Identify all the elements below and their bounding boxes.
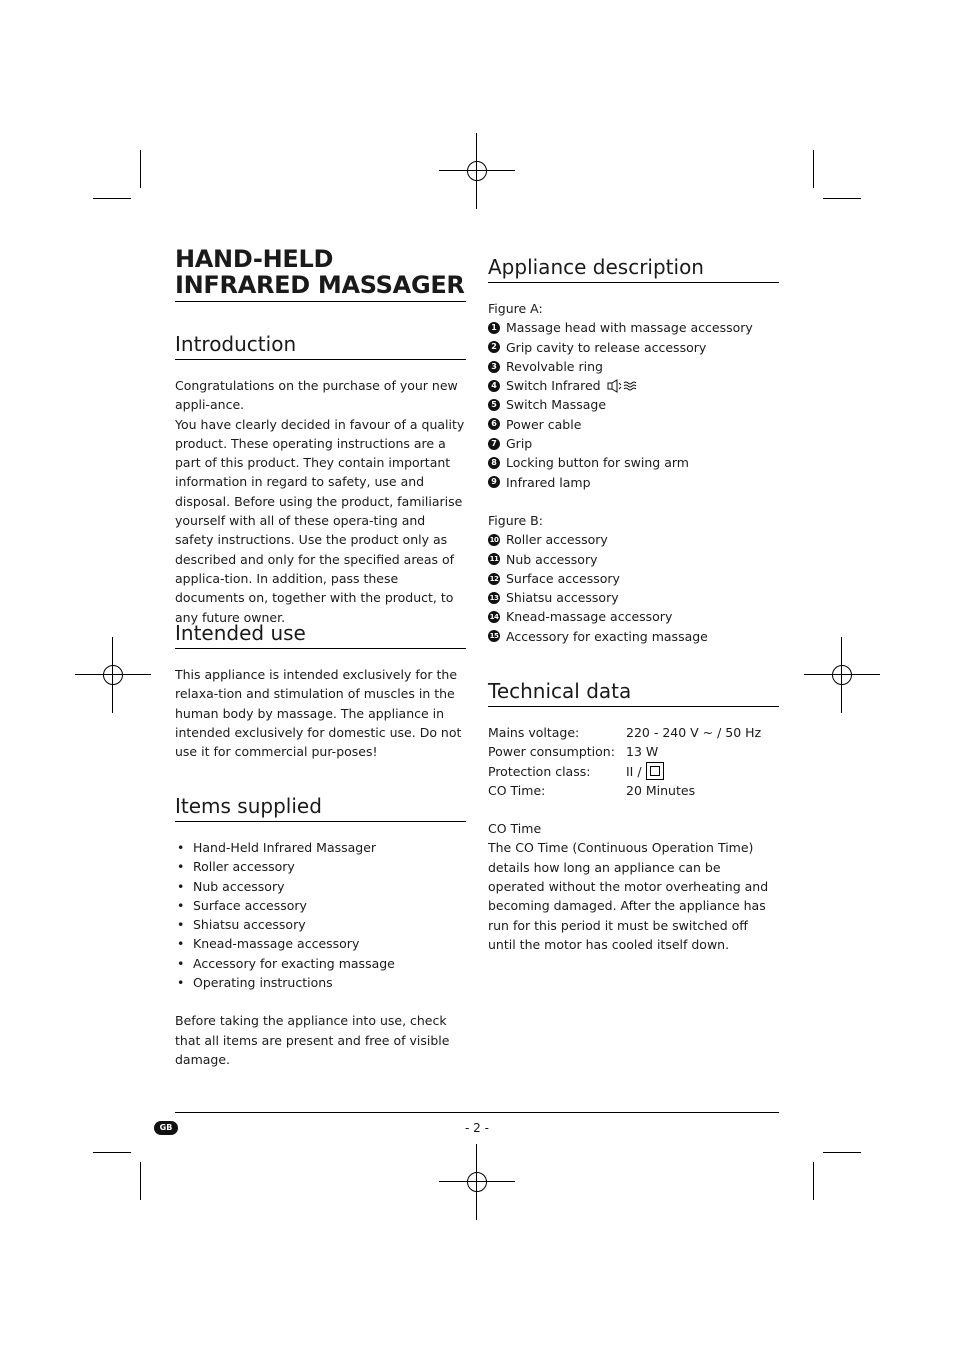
list-item: • Accessory for exacting massage <box>175 954 466 973</box>
list-item <box>488 607 779 626</box>
number-badge: 2 <box>488 341 500 353</box>
crop-mark <box>93 198 131 199</box>
list-item <box>488 588 779 607</box>
tech-label: Protection class: <box>488 763 591 779</box>
list-item-label: Accessory for exacting massage <box>506 628 708 644</box>
list-item-label: Shiatsu accessory <box>506 590 619 606</box>
number-badge: 14 <box>489 613 499 622</box>
page-number: - 2 - <box>465 1121 489 1135</box>
number-badge: 12 <box>489 574 499 583</box>
crop-mark <box>823 1152 861 1153</box>
list-item-label: Nub accessory <box>506 551 598 567</box>
list-item <box>488 434 779 453</box>
registration-mark <box>804 637 880 713</box>
tech-label: Power consumption: <box>488 744 615 760</box>
list-item: • Hand-Held Infrared Massager <box>175 838 466 857</box>
list-item-label: Massage head with massage accessory <box>506 320 753 336</box>
list-item-label: Switch Massage <box>506 397 607 413</box>
tech-label: CO Time: <box>488 782 546 798</box>
list-item <box>488 376 779 395</box>
number-badge: 15 <box>489 632 499 641</box>
number-badge: 5 <box>488 399 500 411</box>
list-item: • Roller accessory <box>175 857 466 876</box>
list-item <box>488 569 779 588</box>
list-item <box>488 318 779 337</box>
number-badge: 3 <box>488 361 500 373</box>
list-item-label: Infrared lamp <box>506 474 591 490</box>
infrared-massage-symbol-icon <box>607 379 637 393</box>
figure-a-label: Figure A: <box>488 301 543 316</box>
page-title: HAND-HELD INFRARED MASSAGER <box>175 246 466 302</box>
introduction-body <box>175 376 466 627</box>
number-badge: 13 <box>489 593 499 602</box>
list-item <box>488 338 779 357</box>
crop-mark <box>823 198 861 199</box>
list-item-label: Knead-massage accessory <box>506 609 673 625</box>
figure-b-list <box>488 530 779 646</box>
tech-value: 20 Minutes <box>626 782 696 798</box>
list-item <box>488 550 779 569</box>
list-item-label: Grip <box>506 436 533 452</box>
table-row <box>488 762 779 781</box>
list-item <box>488 530 779 549</box>
number-badge: 7 <box>488 438 500 450</box>
number-badge: 11 <box>489 555 499 564</box>
protection-class-ii-icon <box>646 762 664 780</box>
co-time-heading: CO Time <box>488 821 542 837</box>
introduction-paragraph: You have clearly decided in favour of a quality product. These operating instructions are a part of this product. They contain important information in regard to safety, use and disposal. Before using the product, familiarise yourself with all of these opera-ting and safety instructions. Use the product only as described and only for the specified areas of applica-tion. In addition, pass these documents on, together with the product, to any future owner. <box>175 416 465 625</box>
list-item <box>488 453 779 472</box>
footer-divider <box>175 1112 779 1113</box>
list-item: • Shiatsu accessory <box>175 915 466 934</box>
list-item-label: Power cable <box>506 416 582 432</box>
intended-use-heading: Intended use <box>175 621 466 649</box>
crop-mark <box>813 150 814 188</box>
crop-mark <box>813 1162 814 1200</box>
registration-mark <box>75 637 151 713</box>
number-badge: 1 <box>488 322 500 334</box>
figure-a-list <box>488 318 779 492</box>
technical-data-heading: Technical data <box>488 679 779 707</box>
introduction-heading: Introduction <box>175 332 466 360</box>
introduction-section <box>175 332 466 627</box>
number-badge: 9 <box>488 476 500 488</box>
list-item: • Knead-massage accessory <box>175 934 466 953</box>
number-badge: 4 <box>488 380 500 392</box>
crop-mark <box>140 150 141 188</box>
number-badge: 10 <box>489 535 499 544</box>
tech-value: 13 W <box>626 744 659 760</box>
technical-data-section <box>488 679 779 954</box>
appliance-description-heading: Appliance description <box>488 255 779 283</box>
table-row <box>488 781 779 800</box>
tech-value: II / <box>626 763 642 779</box>
list-item <box>488 473 779 492</box>
crop-mark <box>140 1162 141 1200</box>
tech-value: 220 - 240 V ~ / 50 Hz <box>626 725 762 740</box>
registration-mark <box>439 1144 515 1220</box>
list-item: • Nub accessory <box>175 877 466 896</box>
number-badge: 8 <box>488 457 500 469</box>
items-supplied-list <box>175 838 466 992</box>
list-item <box>488 395 779 414</box>
list-item-label: Grip cavity to release accessory <box>506 339 707 355</box>
appliance-description-section <box>488 255 779 646</box>
introduction-paragraph: Congratulations on the purchase of your new appli-ance. <box>175 378 458 413</box>
list-item-label: Switch Infrared <box>506 378 601 394</box>
items-supplied-heading: Items supplied <box>175 794 466 822</box>
list-item-label: Revolvable ring <box>506 358 603 374</box>
title-block <box>175 246 466 302</box>
crop-mark <box>93 1152 131 1153</box>
intended-use-section <box>175 621 466 761</box>
items-supplied-note: Before taking the appliance into use, check that all items are present and free of visible damage. <box>175 1013 450 1067</box>
co-time-body: The CO Time (Continuous Operation Time) details how long an appliance can be operated without the motor overheating and becoming damaged. After the appliance has run for this period it must be switched off until the motor has cooled itself down. <box>488 840 769 952</box>
figure-b-label: Figure B: <box>488 512 543 528</box>
country-badge: GB <box>154 1121 178 1135</box>
tech-label: Mains voltage: <box>488 725 580 740</box>
list-item-label: Locking button for swing arm <box>506 455 689 471</box>
list-item-label: Surface accessory <box>506 570 620 586</box>
list-item <box>488 357 779 376</box>
items-supplied-section <box>175 794 466 1069</box>
table-row <box>488 723 779 742</box>
registration-mark <box>439 133 515 209</box>
intended-use-body: This appliance is intended exclusively for the relaxa-tion and stimulation of muscles in the human body by massage. The appliance in intended exclusively for domestic use. Do not use it for commercial pur-poses! <box>175 667 462 760</box>
technical-data-table <box>488 723 779 800</box>
number-badge: 6 <box>488 418 500 430</box>
table-row <box>488 742 779 761</box>
list-item <box>488 415 779 434</box>
list-item: • Operating instructions <box>175 973 466 992</box>
list-item-label: Roller accessory <box>506 532 608 548</box>
list-item: • Surface accessory <box>175 896 466 915</box>
list-item <box>488 627 779 646</box>
